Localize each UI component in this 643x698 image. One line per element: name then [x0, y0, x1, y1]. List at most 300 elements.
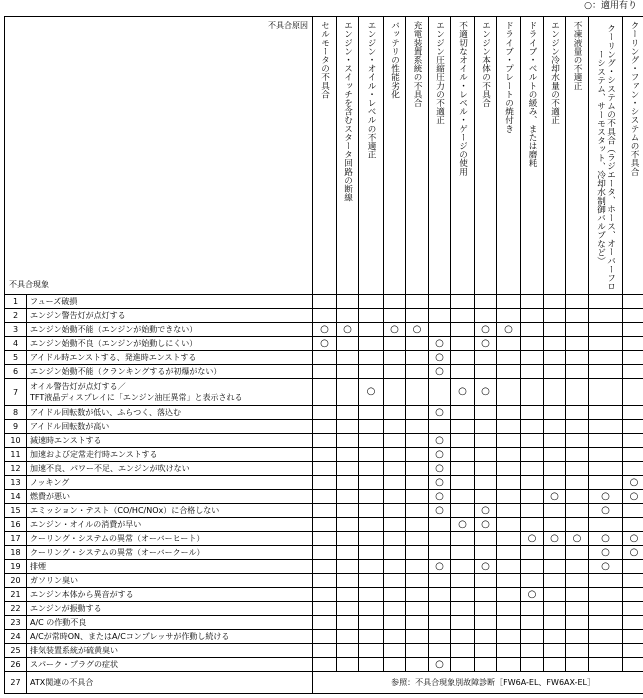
applicability-cell: [451, 309, 475, 323]
applicability-cell: [384, 462, 406, 476]
applicability-cell: [566, 365, 589, 379]
row-number: 9: [5, 420, 27, 434]
applicability-cell: [337, 588, 359, 602]
table-row: [5, 365, 643, 379]
applicability-cell: [521, 490, 544, 504]
applicability-cell: [406, 658, 429, 672]
applicability-cell: [313, 434, 337, 448]
applicability-cell: [384, 546, 406, 560]
symptom-cell: エンジン始動不良（エンジンが始動しにくい）: [27, 337, 313, 351]
applicability-cell: ○: [451, 379, 475, 406]
applicability-cell: ○: [589, 490, 623, 504]
applicability-cell: [623, 658, 643, 672]
applicability-cell: [451, 532, 475, 546]
applicability-cell: ○: [589, 504, 623, 518]
applicability-cell: [589, 602, 623, 616]
applicability-cell: [429, 379, 451, 406]
applicability-cell: [359, 420, 384, 434]
table-row: [5, 448, 643, 462]
applicability-cell: [384, 379, 406, 406]
row-number: 26: [5, 658, 27, 672]
applicability-cell: [566, 574, 589, 588]
applicability-cell: [589, 434, 623, 448]
applicability-cell: ○: [429, 658, 451, 672]
applicability-cell: ○: [544, 532, 566, 546]
applicability-cell: [497, 490, 521, 504]
applicability-cell: ○: [589, 546, 623, 560]
table-row: [5, 309, 643, 323]
applicability-cell: [451, 476, 475, 490]
applicability-cell: [475, 406, 497, 420]
table-row: [5, 560, 643, 574]
applicability-cell: [566, 434, 589, 448]
applicability-cell: ○: [313, 337, 337, 351]
applicability-cell: [313, 351, 337, 365]
applicability-cell: [359, 616, 384, 630]
applicability-cell: [475, 365, 497, 379]
applicability-cell: [384, 490, 406, 504]
applicability-cell: [313, 490, 337, 504]
applicability-cell: [589, 644, 623, 658]
applicability-cell: [566, 323, 589, 337]
table-row: [5, 546, 643, 560]
applicability-cell: [451, 630, 475, 644]
applicability-cell: [623, 295, 643, 309]
applicability-cell: [429, 323, 451, 337]
applicability-cell: [521, 406, 544, 420]
applicability-cell: ○: [544, 490, 566, 504]
applicability-cell: [475, 351, 497, 365]
applicability-cell: [406, 295, 429, 309]
applicability-cell: [406, 337, 429, 351]
symptom-cell: 加速および定常走行時エンストする: [27, 448, 313, 462]
symptom-cell: A/C の作動不良: [27, 616, 313, 630]
applicability-cell: [451, 434, 475, 448]
row-number: 11: [5, 448, 27, 462]
applicability-cell: [497, 630, 521, 644]
applicability-cell: ○: [521, 532, 544, 546]
cause-header: [497, 17, 521, 295]
row-number: 20: [5, 574, 27, 588]
applicability-cell: [544, 616, 566, 630]
applicability-cell: [623, 588, 643, 602]
row-number: 1: [5, 295, 27, 309]
table-row: [5, 295, 643, 309]
applicability-cell: [566, 448, 589, 462]
applicability-cell: [589, 337, 623, 351]
applicability-cell: [475, 490, 497, 504]
applicability-cell: [451, 448, 475, 462]
applicability-cell: [406, 434, 429, 448]
applicability-cell: [313, 518, 337, 532]
applicability-cell: [359, 351, 384, 365]
applicability-cell: [406, 574, 429, 588]
applicability-cell: [359, 476, 384, 490]
applicability-cell: [475, 644, 497, 658]
applicability-cell: [337, 560, 359, 574]
applicability-cell: [566, 295, 589, 309]
applicability-cell: [406, 448, 429, 462]
applicability-cell: [497, 616, 521, 630]
applicability-cell: [623, 462, 643, 476]
applicability-cell: [497, 406, 521, 420]
applicability-cell: ○: [429, 560, 451, 574]
applicability-cell: [429, 546, 451, 560]
applicability-cell: ○: [589, 532, 623, 546]
applicability-cell: [521, 574, 544, 588]
applicability-cell: [406, 406, 429, 420]
applicability-cell: [497, 476, 521, 490]
applicability-cell: [429, 630, 451, 644]
applicability-cell: [497, 546, 521, 560]
applicability-cell: [429, 309, 451, 323]
applicability-cell: [589, 365, 623, 379]
applicability-cell: [623, 448, 643, 462]
applicability-cell: [359, 644, 384, 658]
symptom-cell: A/Cが常時ON、またはA/Cコンプレッサが作動し続ける: [27, 630, 313, 644]
cause-label: バッテリの性能劣化: [390, 17, 400, 98]
applicability-cell: [359, 546, 384, 560]
applicability-cell: [544, 365, 566, 379]
symptom-cell: スパーク・プラグの症状: [27, 658, 313, 672]
applicability-cell: [475, 602, 497, 616]
applicability-cell: [623, 309, 643, 323]
symptom-cell: 燃費が悪い: [27, 490, 313, 504]
applicability-cell: [337, 462, 359, 476]
table-row: [5, 574, 643, 588]
applicability-cell: [497, 309, 521, 323]
applicability-cell: [544, 448, 566, 462]
applicability-cell: [313, 462, 337, 476]
applicability-cell: ○: [475, 379, 497, 406]
applicability-cell: [337, 630, 359, 644]
phenomenon-label: 不具合現象: [9, 279, 49, 290]
applicability-cell: [475, 309, 497, 323]
table-row: [5, 644, 643, 658]
applicability-cell: [544, 504, 566, 518]
applicability-cell: [521, 420, 544, 434]
row-number: 27: [5, 672, 27, 694]
applicability-cell: ○: [429, 490, 451, 504]
applicability-cell: [589, 476, 623, 490]
row-number: 23: [5, 616, 27, 630]
applicability-cell: [313, 560, 337, 574]
applicability-cell: [384, 560, 406, 574]
applicability-cell: [337, 644, 359, 658]
applicability-cell: [566, 476, 589, 490]
applicability-cell: [589, 379, 623, 406]
cause-header: [313, 17, 337, 295]
applicability-cell: [521, 602, 544, 616]
cause-header: [589, 17, 623, 295]
applicability-cell: [429, 420, 451, 434]
applicability-cell: [623, 616, 643, 630]
row-number: 24: [5, 630, 27, 644]
applicability-cell: [544, 630, 566, 644]
applicability-cell: [521, 434, 544, 448]
applicability-cell: [313, 309, 337, 323]
applicability-cell: [313, 532, 337, 546]
applicability-cell: [566, 546, 589, 560]
applicability-cell: [497, 420, 521, 434]
applicability-cell: [475, 434, 497, 448]
applicability-cell: [406, 560, 429, 574]
applicability-cell: [521, 323, 544, 337]
applicability-cell: [384, 588, 406, 602]
applicability-cell: ○: [359, 379, 384, 406]
applicability-cell: [521, 309, 544, 323]
applicability-cell: ○: [475, 504, 497, 518]
applicability-cell: [623, 560, 643, 574]
applicability-cell: [623, 337, 643, 351]
applicability-cell: [521, 337, 544, 351]
applicability-cell: [406, 518, 429, 532]
applicability-cell: [337, 518, 359, 532]
applicability-cell: [544, 434, 566, 448]
table-row: [5, 658, 643, 672]
symptom-cell: クーリング・システムの異常（オーバーヒート）: [27, 532, 313, 546]
applicability-cell: [313, 295, 337, 309]
applicability-cell: [313, 658, 337, 672]
table-row: [5, 379, 643, 406]
row-number: 17: [5, 532, 27, 546]
row-number: 6: [5, 365, 27, 379]
applicability-cell: [359, 602, 384, 616]
applicability-cell: [566, 420, 589, 434]
cause-header: [451, 17, 475, 295]
symptom-cell: 排気装置系統が硫黄臭い: [27, 644, 313, 658]
applicability-cell: [406, 420, 429, 434]
applicability-cell: [451, 644, 475, 658]
symptom-cell: エンジン警告灯が点灯する: [27, 309, 313, 323]
applicability-cell: [544, 518, 566, 532]
applicability-cell: ○: [451, 518, 475, 532]
applicability-cell: [429, 295, 451, 309]
applicability-cell: [406, 602, 429, 616]
applicability-cell: [544, 351, 566, 365]
applicability-cell: [497, 365, 521, 379]
table-row: [5, 462, 643, 476]
symptom-cell: ガソリン臭い: [27, 574, 313, 588]
applicability-cell: [623, 574, 643, 588]
applicability-cell: [497, 504, 521, 518]
cause-header: [566, 17, 589, 295]
row-number: 10: [5, 434, 27, 448]
applicability-cell: [429, 518, 451, 532]
applicability-cell: [497, 644, 521, 658]
symptom-cell: アイドル回転数が低い、ふらつく、落込む: [27, 406, 313, 420]
applicability-cell: [313, 588, 337, 602]
applicability-cell: [406, 309, 429, 323]
applicability-cell: [451, 588, 475, 602]
table-row: [5, 630, 643, 644]
cause-label: 不適切なオイル・レベル・ゲージの使用: [458, 17, 468, 176]
cause-header: [544, 17, 566, 295]
applicability-cell: [497, 532, 521, 546]
applicability-cell: ○: [566, 532, 589, 546]
applicability-cell: [384, 448, 406, 462]
applicability-cell: [589, 630, 623, 644]
applicability-cell: [566, 309, 589, 323]
applicability-cell: [451, 323, 475, 337]
row-number: 13: [5, 476, 27, 490]
row-number: 18: [5, 546, 27, 560]
table-row: [5, 420, 643, 434]
applicability-cell: [451, 560, 475, 574]
applicability-cell: [313, 616, 337, 630]
applicability-cell: [544, 379, 566, 406]
applicability-cell: [337, 434, 359, 448]
header-row: [5, 17, 643, 295]
cause-header: [384, 17, 406, 295]
applicability-cell: [451, 406, 475, 420]
applicability-cell: [337, 658, 359, 672]
cause-label: セルモータの不具合: [320, 17, 330, 98]
applicability-cell: [313, 379, 337, 406]
applicability-cell: [521, 658, 544, 672]
applicability-cell: [384, 602, 406, 616]
applicability-cell: [406, 546, 429, 560]
applicability-cell: [451, 420, 475, 434]
applicability-cell: [544, 323, 566, 337]
symptom-cell: エンジン・オイルの消費が早い: [27, 518, 313, 532]
applicability-cell: ○: [475, 560, 497, 574]
applicability-cell: [497, 462, 521, 476]
applicability-cell: [429, 588, 451, 602]
symptom-cell: 加速不良、パワー不足、エンジンが吹けない: [27, 462, 313, 476]
applicability-cell: [429, 532, 451, 546]
applicability-cell: [521, 504, 544, 518]
applicability-cell: [384, 434, 406, 448]
applicability-cell: [384, 644, 406, 658]
row-number: 7: [5, 379, 27, 406]
symptom-cell: 減速時エンストする: [27, 434, 313, 448]
cause-header: [337, 17, 359, 295]
applicability-cell: ○: [521, 588, 544, 602]
applicability-cell: [313, 406, 337, 420]
applicability-cell: [544, 337, 566, 351]
applicability-cell: [359, 323, 384, 337]
applicability-cell: [384, 574, 406, 588]
applicability-cell: [566, 351, 589, 365]
applicability-cell: [521, 644, 544, 658]
applicability-cell: [337, 337, 359, 351]
applicability-cell: [451, 365, 475, 379]
applicability-cell: [566, 616, 589, 630]
applicability-cell: [589, 658, 623, 672]
applicability-cell: [475, 658, 497, 672]
applicability-cell: ○: [623, 490, 643, 504]
applicability-cell: [589, 588, 623, 602]
applicability-cell: [451, 658, 475, 672]
applicability-cell: [623, 323, 643, 337]
applicability-cell: [521, 630, 544, 644]
applicability-cell: [384, 295, 406, 309]
applicability-cell: [337, 504, 359, 518]
applicability-cell: [544, 602, 566, 616]
applicability-cell: ○: [337, 323, 359, 337]
applicability-cell: [623, 434, 643, 448]
symptom-cell: ノッキング: [27, 476, 313, 490]
applicability-cell: [359, 630, 384, 644]
applicability-cell: [359, 574, 384, 588]
applicability-cell: [566, 337, 589, 351]
applicability-cell: [589, 323, 623, 337]
applicability-cell: [475, 616, 497, 630]
cause-header: [429, 17, 451, 295]
applicability-cell: [429, 616, 451, 630]
cause-label: ドライブ・ベルトの緩み、または磨耗: [527, 17, 537, 167]
cause-header: [359, 17, 384, 295]
row-number: 21: [5, 588, 27, 602]
applicability-cell: [337, 365, 359, 379]
symptom-cell: エンジン始動不能（クランキングするが初爆がない）: [27, 365, 313, 379]
applicability-cell: [359, 309, 384, 323]
table-row: [5, 476, 643, 490]
applicability-cell: [589, 406, 623, 420]
applicability-cell: [623, 379, 643, 406]
applicability-cell: [589, 309, 623, 323]
row-number: 15: [5, 504, 27, 518]
cause-label: 不凍液量の不適正: [572, 17, 582, 90]
applicability-cell: [359, 490, 384, 504]
applicability-cell: [544, 420, 566, 434]
applicability-cell: ○: [623, 532, 643, 546]
applicability-cell: ○: [475, 323, 497, 337]
applicability-cell: [497, 351, 521, 365]
applicability-cell: [544, 309, 566, 323]
cause-label: エンジン冷却水量の不適正: [550, 17, 560, 124]
applicability-cell: [313, 574, 337, 588]
applicability-cell: [497, 379, 521, 406]
applicability-cell: [406, 616, 429, 630]
applicability-cell: [359, 434, 384, 448]
applicability-cell: [451, 546, 475, 560]
applicability-cell: [497, 588, 521, 602]
applicability-cell: ○: [406, 323, 429, 337]
cause-label: エンジン・オイル・レベルの不適正: [366, 17, 376, 159]
cause-label: エンジン本体の不具合: [481, 17, 491, 107]
applicability-cell: [544, 560, 566, 574]
applicability-cell: [359, 406, 384, 420]
applicability-cell: [544, 644, 566, 658]
symptom-cell: フューズ破損: [27, 295, 313, 309]
row-number: 22: [5, 602, 27, 616]
applicability-cell: [313, 546, 337, 560]
applicability-cell: [406, 379, 429, 406]
applicability-cell: [566, 644, 589, 658]
applicability-cell: ○: [429, 365, 451, 379]
applicability-cell: [359, 295, 384, 309]
applicability-cell: [623, 420, 643, 434]
applicability-cell: ○: [475, 518, 497, 532]
applicability-cell: [313, 448, 337, 462]
applicability-cell: [475, 476, 497, 490]
applicability-cell: [451, 337, 475, 351]
table-row: [5, 434, 643, 448]
applicability-cell: [359, 532, 384, 546]
applicability-cell: [406, 532, 429, 546]
applicability-cell: [521, 448, 544, 462]
applicability-cell: [521, 462, 544, 476]
cause-label: エンジン圧縮圧力の不適正: [435, 17, 445, 124]
applicability-cell: [451, 602, 475, 616]
applicability-cell: [623, 518, 643, 532]
applicability-cell: [359, 504, 384, 518]
applicability-cell: [359, 448, 384, 462]
applicability-cell: [589, 351, 623, 365]
applicability-cell: [429, 602, 451, 616]
